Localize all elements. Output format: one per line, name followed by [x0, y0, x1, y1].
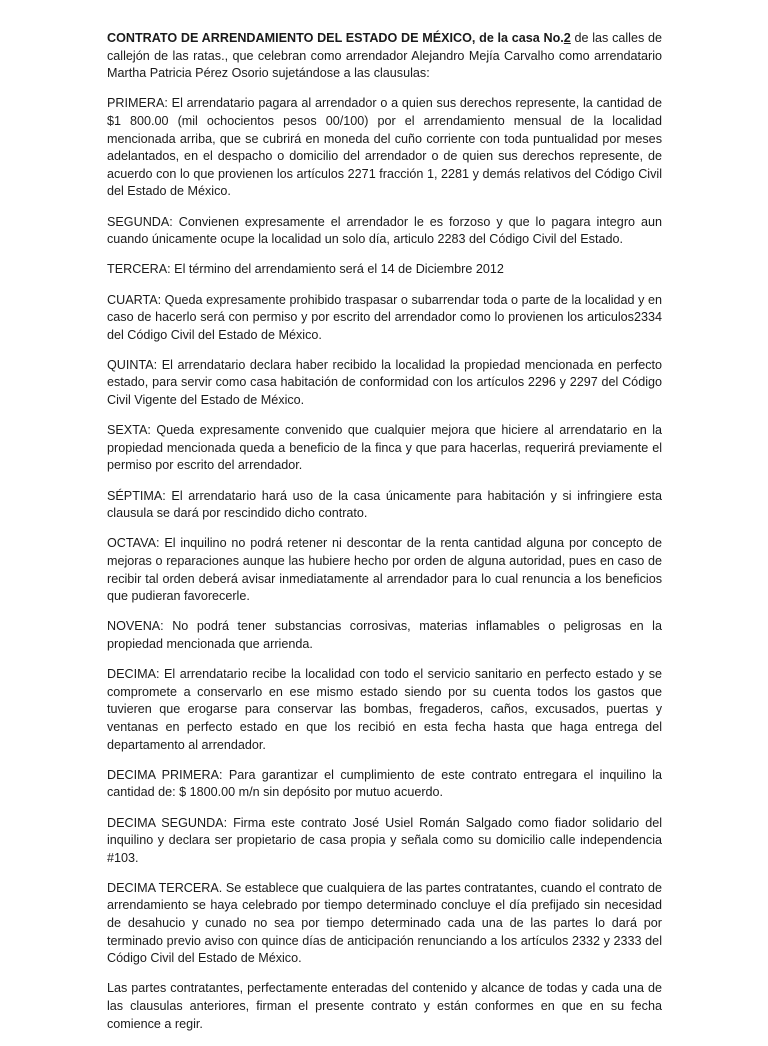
- clause-sexta: SEXTA: Queda expresamente convenido que cualquier mejora que hiciere al arrendatario en la propiedad mencionada queda a beneficio de la finca y que para hacerlas, requerirá previamente el permiso por escrito del arrendador.: [107, 423, 662, 473]
- contract-page: [107, 30, 662, 1046]
- clause-decima-primera: DECIMA PRIMERA: Para garantizar el cumplimiento de este contrato entregara el inquilino la cantidad de: $ 1800.00 m/n sin depósito por mutuo acuerdo.: [107, 767, 662, 800]
- clause-septima: SÉPTIMA: El arrendatario hará uso de la casa únicamente para habitación y si infringiere esta clausula se dará por rescindido dicho contrato.: [107, 488, 662, 521]
- clause-quinta: QUINTA: El arrendatario declara haber recibido la localidad la propiedad mencionada en perfecto estado, para servir como casa habitación de conformidad con los artículos 2296 y 2297 del Código Civil Vigente del Estado de México.: [107, 357, 662, 408]
- contract-header: [107, 30, 662, 83]
- closing-paragraph: Las partes contratantes, perfectamente enteradas del contenido y alcance de todas y cada una de las clausulas anteriores, firman el presente contrato y están conformes en que en su fecha comience a regir.: [107, 981, 662, 1031]
- clause-novena: NOVENA: No podrá tener substancias corrosivas, materias inflamables o peligrosas en la propiedad mencionada que arrienda.: [107, 619, 662, 651]
- clause-decima-tercera: DECIMA TERCERA. Se establece que cualquiera de las partes contratantes, cuando el contrato de arrendamiento se haya celebrado por tiempo determinado concluye el día prefijado sin necesidad de desahucio y cunado no sea por tiempo determinado cada una de las partes lo dará por terminado previo aviso con quince días de anticipación renunciando a los artículos 2332 y 2333 del Código Civil del Estado de México.: [107, 880, 662, 966]
- clause-octava: OCTAVA: El inquilino no podrá retener ni descontar de la renta cantidad alguna por concepto de mejoras o reparaciones aunque las hubiere hecho por orden de alguna autoridad, pues en caso de recibir tal orden deberá avisar inmediatamente al arrendador para lo cual renuncia a los beneficios que pudieran favorecerle.: [107, 536, 662, 604]
- house-number: 2: [563, 31, 571, 45]
- clause-decima-segunda: DECIMA SEGUNDA: Firma este contrato José Usiel Román Salgado como fiador solidario del inquilino y declara ser propietario de casa propia y señala como su domicilio calle independencia #103.: [107, 815, 662, 865]
- contract-intro: de las calles de callejón de las ratas., que celebran como arrendador Alejandro Mejía Carvalho como arrendatario Martha Patricia Pérez Osorio sujetándose a las clausulas:: [107, 31, 662, 81]
- clause-cuarta: CUARTA: Queda expresamente prohibido traspasar o subarrendar toda o parte de la localidad y en caso de hacerlo será con permiso y por escrito del arrendador como lo provienen los articulos2334 del Código Civil del Estado de México.: [107, 292, 662, 342]
- clause-decima: DECIMA: El arrendatario recibe la localidad con todo el servicio sanitario en perfecto estado y se compromete a conservarlo en ese mismo estado siendo por su cuenta todos los gastos que tuvieren que erogarse para conservar las bombas, fregaderos, caños, excusados, puertas y ventanas en perfecto estado en que los recibió en esta fecha hasta que haga entrega del departamento al arrendador.: [107, 667, 662, 752]
- clause-tercera: TERCERA: El término del arrendamiento será el 14 de Diciembre 2012: [107, 262, 504, 277]
- clause-primera: PRIMERA: El arrendatario pagara al arrendador o a quien sus derechos represente, la cantidad de $1 800.00 (mil ochocientos pesos 00/100) por el arrendamiento mensual de la localidad mencionada arriba, que se cubrirá en moneda del cuño corriente con toda puntualidad por meses adelantados, en el despacho o domicilio del arrendador o de quien sus derechos represente, de acuerdo con lo que provienen los artículos 2271 fracción 1, 2281 y demás relativos del Código Civil del Estado de México.: [107, 96, 662, 199]
- clause-segunda: SEGUNDA: Convienen expresamente el arrendador le es forzoso y que lo pagara integro aun cuando únicamente ocupe la localidad un solo día, articulo 2283 del Código Civil del Estado.: [107, 214, 662, 247]
- contract-title: CONTRATO DE ARRENDAMIENTO DEL ESTADO DE MÉXICO, de la casa No.: [107, 31, 564, 45]
